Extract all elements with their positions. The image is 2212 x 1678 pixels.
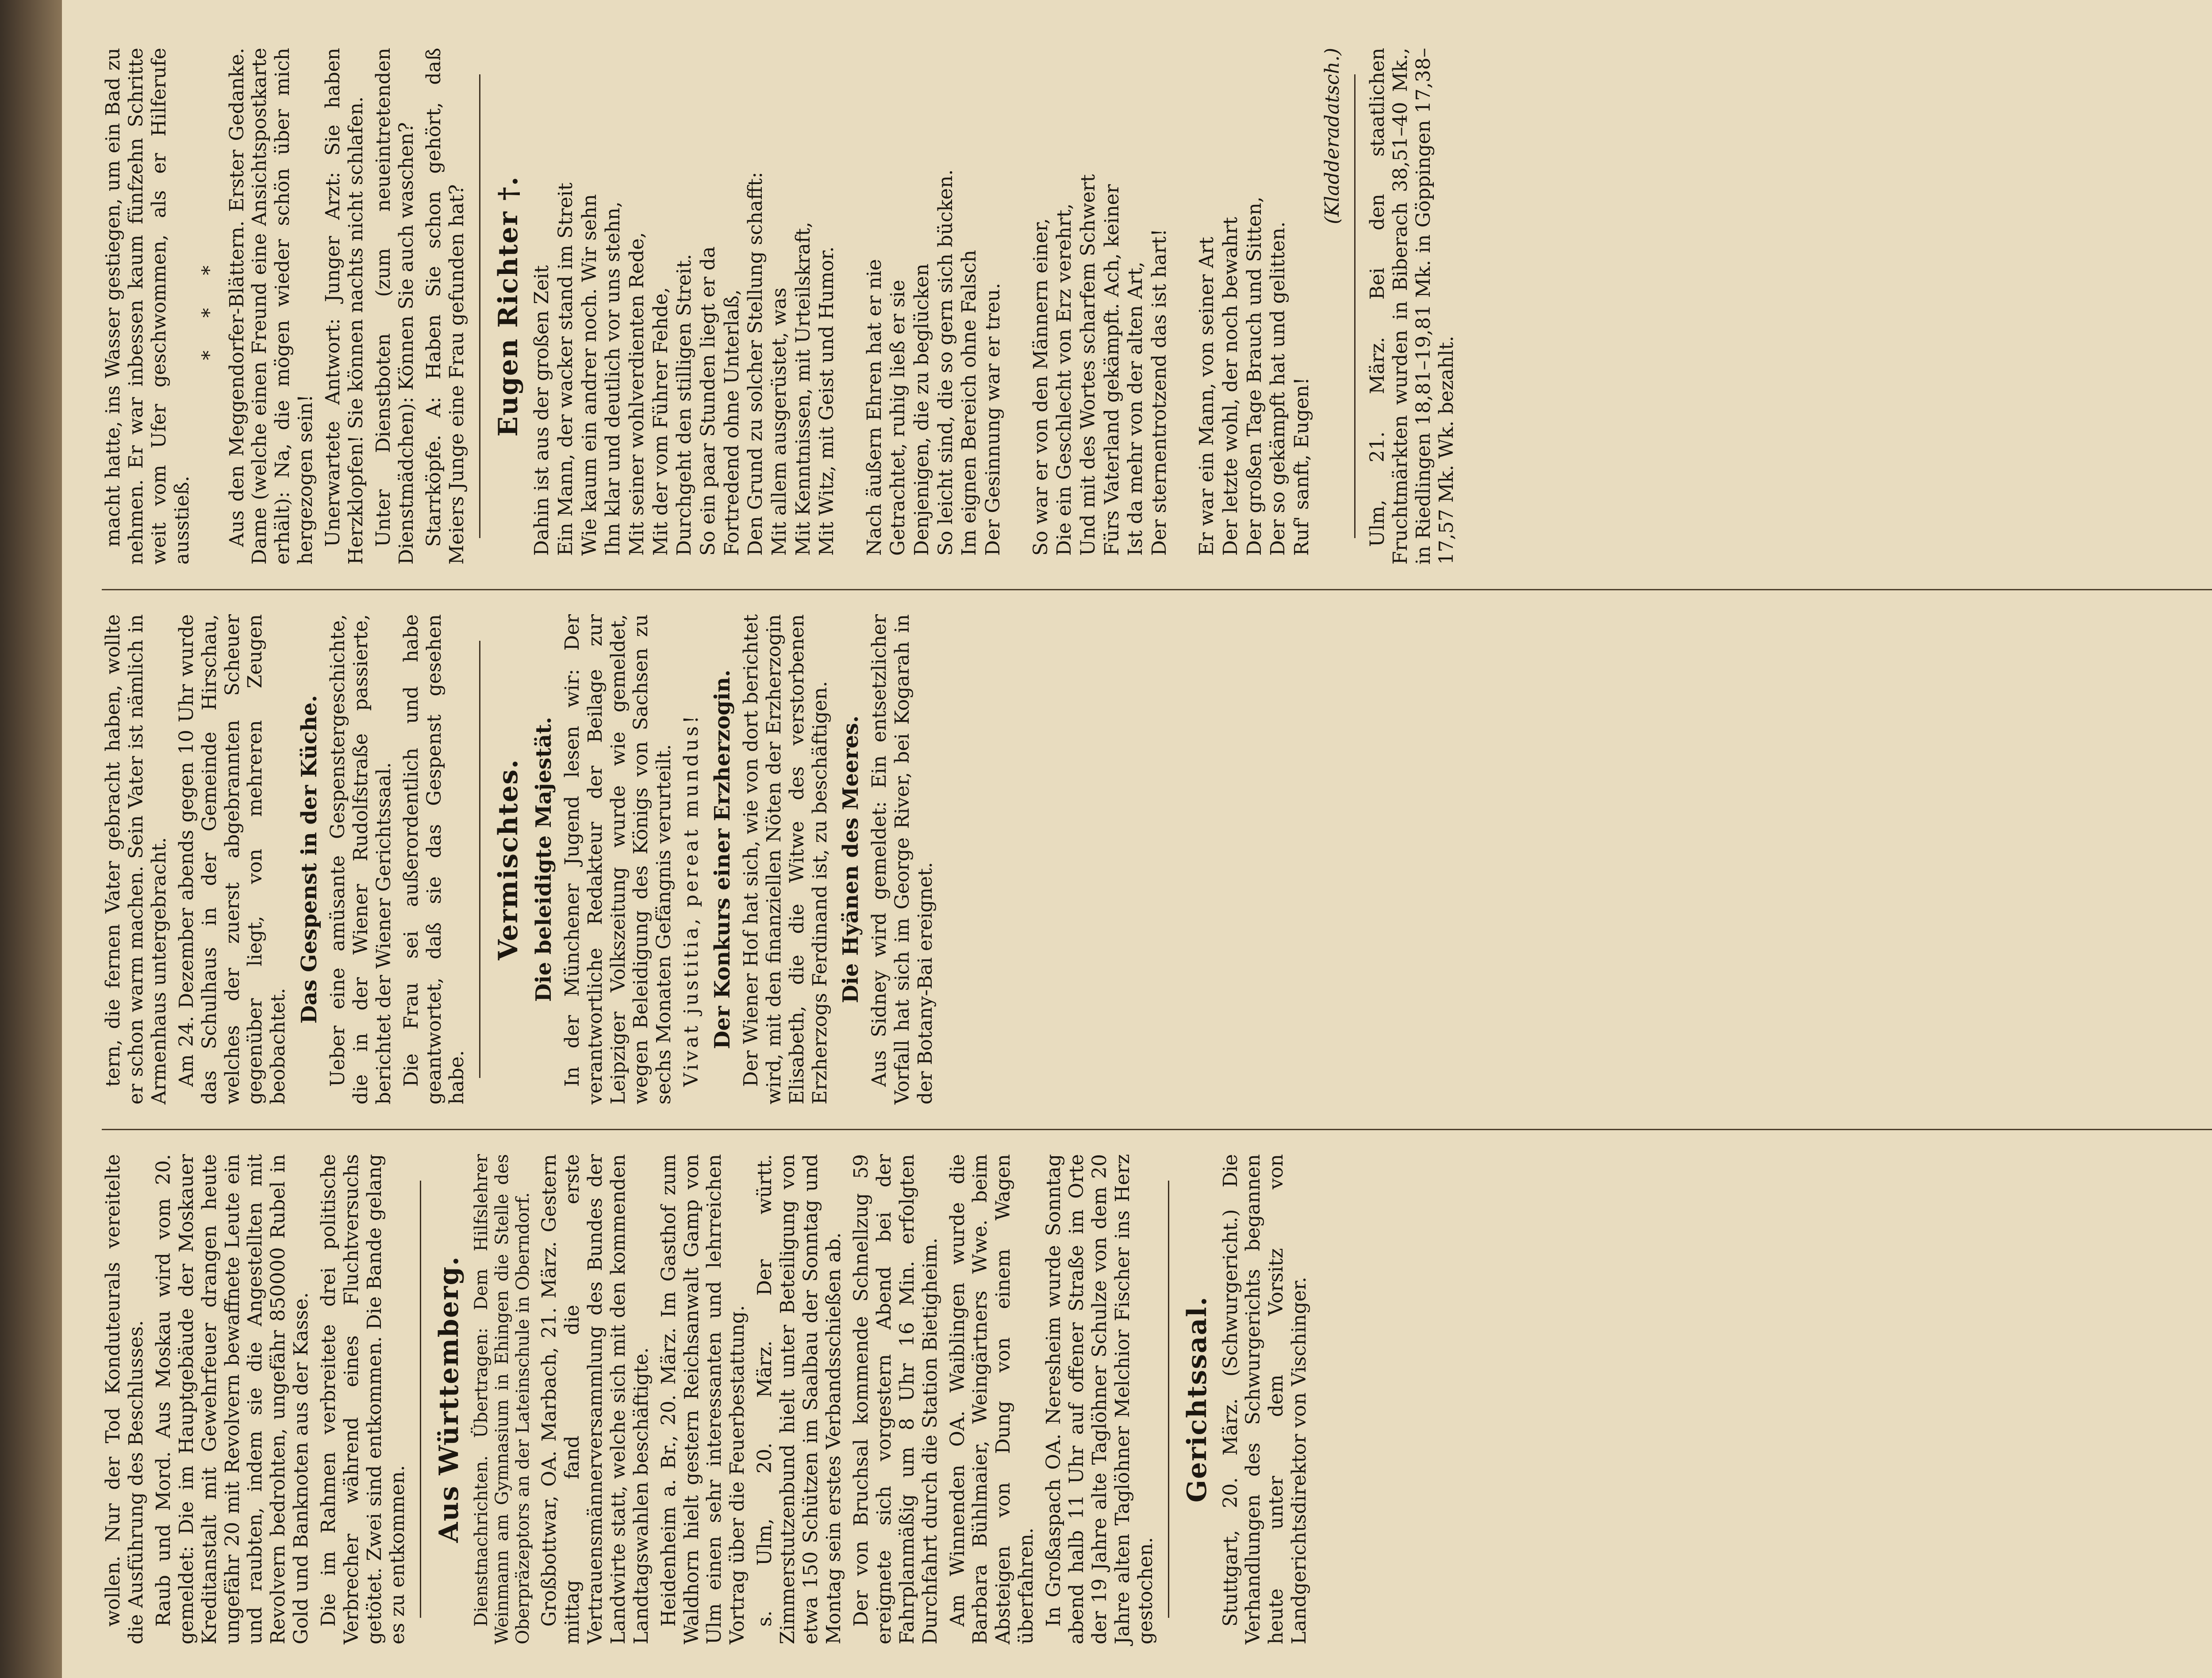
paragraph: Heidenheim a. Br., 20. März. Im Gasthof zum Waldhorn hielt gestern Reichsanwalt Gamp von Ulm einen sehr interessanten und lehrreichen Vortrag über die Feuerbestattung. [657, 1154, 749, 1644]
paragraph: Großbottwar, OA. Marbach, 21. März. Gestern mittag fand die erste Vertrauensmännerversammlung des Bundes der Landwirte statt, welche sich mit den kommenden Landtagswahlen beschäftigte. [538, 1154, 653, 1644]
poem-heading: Eugen Richter †. [492, 176, 524, 437]
column-rule [102, 1129, 2212, 1130]
poem-line: Im eignen Bereich ohne Falsch [958, 250, 981, 556]
poem-line: Der großen Tage Brauch und Sitten, [1243, 196, 1266, 556]
paragraph: In Großaspach OA. Neresheim wurde Sonntag abend halb 11 Uhr auf offener Straße im Orte der 19 Jahre alte Taglöhner Schulze von dem 20 Jahre alten Taglöhner Melchior Fischer ins Herz gestochen. [1042, 1154, 1157, 1644]
paragraph: tern, die fernen Vater gebracht haben, wollte er schon warm machen. Sein Vater ist nämlich in Armenhaus untergebracht. [102, 614, 170, 1105]
paragraph: Unter Dienstboten (zum neueintretenden Dienstmädchen): Können Sie auch waschen? [372, 48, 418, 565]
poem-line: So war er von den Männern einer, [1029, 218, 1052, 556]
poem-source: (Kladderadatsch.) [1321, 48, 1344, 224]
poem-line: Mit seiner wohlverdienten Rede, [626, 232, 649, 556]
court-heading: Gerichtssaal. [1181, 1296, 1213, 1503]
poem-line: Der so gekämpft hat und gelitten. [1267, 221, 1290, 556]
poem-line: Und mit des Wortes scharfem Schwert [1076, 174, 1099, 556]
paragraph: Die im Rahmen verbreitete drei politische Verbrecher während eines Fluchtversuchs getötet. Zwei sind entkommen. Die Bande gelang es zu entkommen. [317, 1154, 409, 1644]
article-heading: Der Konkurs einer Erzherzogin. [710, 670, 735, 1049]
paragraph: Starrköpfe. A: Haben Sie schon gehört, daß Meiers Junge eine Frau gefunden hat? [422, 48, 468, 565]
paragraph: Am Winnenden OA. Waiblingen wurde die Barbara Bühlmaier, Weingärtners Wwe. beim Absteigen von Dung von einem Wagen überfahren. [946, 1154, 1038, 1644]
poem-line: Mit allem ausgerüstet, was [768, 287, 791, 556]
paragraph: Aus Sidney wird gemeldet: Ein entsetzlicher Vorfall hat sich im George River, bei Kogarah in der Botany-Bai ereignet. [868, 614, 937, 1105]
separator-stars: * * * [198, 252, 221, 360]
poem [530, 48, 1313, 565]
poem-line: Fürs Vaterland gekämpft. Ach, keiner [1100, 184, 1123, 556]
newspaper-page [62, 0, 2212, 1678]
poem-line: Mit Kenntnissen, mit Urteilskraft, [791, 222, 814, 556]
paragraph: Die Frau sei außerordentlich und habe geantwortet, daß sie das Gespenst gesehen habe. [399, 614, 469, 1105]
paragraph: Vivat justitia, pereat mundus! [680, 713, 703, 1087]
divider [1168, 1181, 1169, 1618]
paragraph: wollen. Nur der Tod Konduteurals vereitelte die Ausführung des Beschlusses. [102, 1154, 147, 1644]
poem-line: Ruf' sanft, Eugen! [1290, 377, 1313, 556]
paragraph: Raub und Mord. Aus Moskau wird vom 20. gemeldet: Die im Hauptgebäude der Moskauer Kreditanstalt mit Gewehrfeuer drangen heute ungefähr 20 mit Revolvern bewaffnete Leute ein und raubten, indem sie die Angestellten mit Revolvern bedrohten, ungefähr 850000 Rubel in Gold und Banknoten aus der Kasse. [152, 1154, 313, 1644]
poem-line: Dahin ist aus der großen Zeit [530, 265, 553, 556]
poem-line: Der sternentrotzend das ist hart! [1148, 228, 1171, 556]
poem-line: So ein paar Stunden liegt er da [697, 246, 720, 556]
paragraph: macht hatte, ins Wasser gestiegen, um ein Bad zu nehmen. Er war inbessen kaum fünfzehn Schritte weit vom Ufer geschwommen, als er Hilferufe ausstieß. [102, 48, 193, 565]
paragraph: Stuttgart, 20. März. (Schwurgericht.) Die Verhandlungen des Schwurgerichts begannen heute unter dem Vorsitz von Landgerichtsdirektor von Vischinger. [1219, 1154, 1311, 1644]
misc-heading: Vermischtes. [493, 758, 524, 960]
poem-line: Den Grund zu solcher Stellung schafft: [744, 172, 767, 556]
paragraph: Am 24. Dezember abends gegen 10 Uhr wurde das Schulhaus in der Gemeinde Hirschau, welches der zuerst abgebrannten Scheuer gegenüber liegt, von mehreren Zeugen beobachtet. [175, 614, 290, 1105]
poem-line: Denjenigen, die zu beglücken [910, 263, 933, 556]
article-heading: Die beleidigte Majestät. [531, 716, 557, 1002]
poem-line: Ein Mann, der wacker stand im Streit [554, 182, 577, 556]
divider [1354, 74, 1356, 538]
poem-line: Der Gesinnung war er treu. [982, 283, 1005, 556]
divider [479, 641, 480, 1078]
article-heading: Die Hyänen des Meeres. [838, 715, 864, 1004]
article-heading: Das Gespenst in der Küche. [297, 695, 322, 1024]
poem-line [1171, 48, 1195, 556]
poem-line: Mit der vom Führer Fehde, [649, 287, 672, 556]
paragraph: Unerwartete Antwort: Junger Arzt: Sie haben Herzklopfen! Sie können nachts nicht schlafen. [322, 48, 368, 565]
poem-line: Fortredend ohne Unterlaß, [720, 289, 743, 556]
poem-line: Der letzte wohl, der noch bewahrt [1219, 217, 1242, 556]
paragraph: s. Ulm, 20. März. Der württ. Zimmerstutzenbund hielt unter Beteiligung von etwa 150 Schützen im Saalbau der Sonntag und Montag sein erstes Verbandsschießen ab. [753, 1154, 845, 1644]
poem-line [839, 48, 863, 556]
paragraph: Dienstnachrichten. Übertragen: Dem Hilfslehrer Weinmann am Gymnasium in Ehingen die Stelle des Oberpräzeptors an der Lateinschule in Oberndorf. [471, 1154, 533, 1644]
poem-line: So leicht sind, die so gern sich bücken. [934, 169, 957, 556]
book-binding [0, 0, 62, 1678]
divider [479, 74, 480, 538]
poem-line: Nach äußern Ehren hat er nie [863, 259, 886, 556]
poem-line: Wie kaum ein andrer noch. Wir sehn [578, 194, 601, 556]
paragraph: Ueber eine amüsante Gespenstergeschichte, die in der Wiener Rudolfstraße passierte, berichtet der Wiener Gerichtssaal. [326, 614, 395, 1105]
column-1 [102, 1138, 2212, 1660]
column-3 [102, 32, 2212, 581]
poem-line: Er war ein Mann, von seiner Art [1195, 237, 1218, 556]
poem-line: Mit Witz, mit Geist und Humor. [815, 246, 838, 556]
poem-line: Durchgeht den stilligen Streit. [673, 254, 696, 556]
paragraph: In der Münchener Jugend lesen wir: Der verantwortliche Redakteur der Beilage zur Leipziger Volkszeitung wurde wie gemeldet, wegen Beleidigung des Königs von Sachsen zu sechs Monaten Gefängnis verurteilt. [561, 614, 676, 1105]
paragraph: Der von Bruchsal kommende Schnellzug 59 ereignete sich vorgestern Abend bei der Fahrplanmäßig um 8 Uhr 16 Min. erfolgten Durchfahrt durch die Station Bietigheim. [849, 1154, 941, 1644]
column-rule [102, 589, 2212, 590]
paragraph: Der Wiener Hof hat sich, wie von dort berichtet wird, mit den finanziellen Nöten der Erzherzogin Elisabeth, die die Witwe des verstorbenen Erzherzogs Ferdinand ist, zu beschäftigen. [739, 614, 831, 1105]
column-2 [102, 598, 2212, 1120]
poem-line: Ist da mehr von der alten Art, [1124, 262, 1147, 556]
poem-line: Getrachtet, ruhig ließ er sie [887, 280, 910, 556]
paragraph: Aus den Meggendorfer-Blättern. Erster Gedanke. Dame (welche einen Freund eine Ansichtspostkarte erhält): Na, die mögen wieder schön über mich hergezogen sein! [225, 48, 317, 565]
poem-line [1005, 48, 1029, 556]
section-heading: Aus Württemberg. [433, 1255, 465, 1543]
divider [420, 1181, 421, 1618]
market-report: Ulm, 21. März. Bei den staatlichen Fruchtmärkten wurden in Biberach 38,51–40 Mk., in Riedlingen 18,81–19,81 Mk. in Göppingen 17,38–17,57 Mk. Wk. bezahlt. [1366, 48, 1458, 565]
poem-line: Die ein Geschlecht von Erz verehrt, [1053, 203, 1076, 556]
rotated-page-content [62, 14, 2212, 1678]
poem-line: Ihn klar und deutlich vor uns stehn, [602, 201, 625, 556]
